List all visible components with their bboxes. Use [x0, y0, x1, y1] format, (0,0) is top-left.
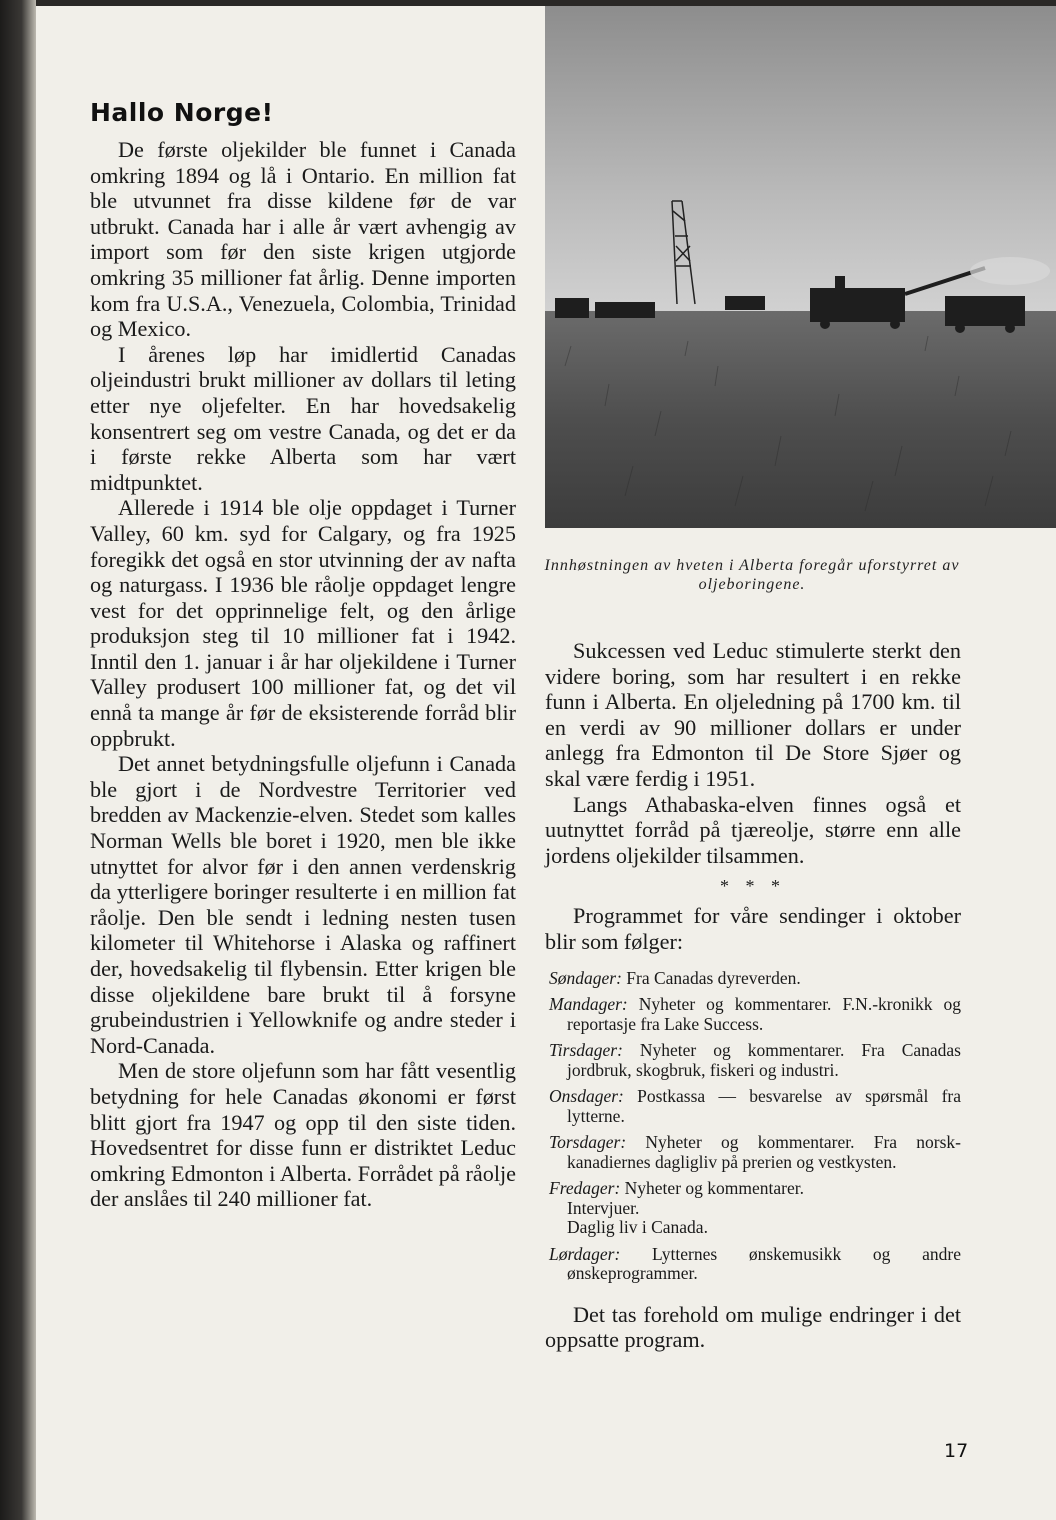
schedule-day: Tirsdager:: [549, 1040, 623, 1061]
right-column: [545, 638, 961, 1353]
schedule-item: [545, 1041, 961, 1080]
program-schedule: [545, 969, 961, 1284]
photo-caption: Innhøstningen av hveten i Alberta foregår uforstyrret av oljeboringene.: [544, 557, 960, 593]
program-intro: Programmet for våre sendinger i oktober blir som følger:: [545, 903, 961, 954]
schedule-item: [545, 1245, 961, 1284]
paragraph: I årenes løp har imidlertid Canadas oljeindustri brukt millioner av dollars til leting etter nye oljefelter. En har hovedsakelig konsentrert seg om vestre Canada, og det er da i første rekke Alberta som har vært midtpunktet.: [90, 341, 516, 495]
book-spine-edge: [0, 0, 36, 1520]
schedule-item: [545, 995, 961, 1034]
schedule-item: [545, 1179, 961, 1238]
schedule-text: Nyheter og kommentarer. F.N.-kronikk og reportasje fra Lake Success.: [567, 994, 961, 1034]
schedule-day: Mandager:: [549, 994, 628, 1015]
page: [36, 6, 1056, 1520]
schedule-day: Søndager:: [549, 967, 622, 988]
schedule-text: Nyheter og kommentarer.: [624, 1178, 804, 1199]
schedule-day: Fredager:: [549, 1178, 621, 1199]
paragraph: Allerede i 1914 ble olje oppdaget i Turner Valley, 60 km. syd for Calgary, og fra 1925 foregikk det også en stor utvinning der av nafta og naturgass. I 1936 ble råolje oppdaget lengre vest for det opprinnelige felt, og den årlige produksjon steg til 10 millioner fat i 1942. Inntil den 1. januar i år har oljekildene i Turner Valley produsert 100 millioner fat, og det vil ennå ta mange år før de eksisterende forråd blir oppbrukt.: [90, 495, 516, 751]
paragraph: Langs Athabaska-elven finnes også et uutnyttet forråd på tjæreolje, større enn alle jordens oljekilder tilsammen.: [545, 791, 961, 868]
schedule-text: Lytternes ønskemusikk og andre ønskeprogrammer.: [567, 1243, 961, 1284]
schedule-subline: Intervjuer.: [567, 1197, 640, 1218]
schedule-day: Lørdager:: [549, 1243, 621, 1264]
harvest-oil-derrick-photo: [545, 6, 1056, 528]
closing-paragraph: Det tas forehold om mulige endringer i det oppsatte program.: [545, 1301, 961, 1353]
paragraph: Det annet betydningsfulle oljefunn i Canada ble gjort i de Nordvestre Territorier ved bredden av Mackenzie-elven. Stedet som kalles Norman Wells ble boret i 1920, men ble ikke utnyttet for alvor før i den annen verdenskrig da ytterligere boringer resulterte i en million fat råolje. Den ble sendt i ledning nesten tusen kilometer til Whitehorse i Alaska og raffinert der, hovedsakelig til flybensin. Etter krigen ble disse oljekildene bare brukt til å forsyne grubeindustrien i Yellowknife og andre steder i Nord-Canada.: [90, 751, 516, 1058]
page-number: 17: [944, 1440, 969, 1462]
schedule-text: Nyheter og kommentarer. Fra Canadas jordbruk, skogbruk, fiskeri og industri.: [567, 1040, 961, 1080]
schedule-item: [545, 969, 961, 989]
paragraph: De første oljekilder ble funnet i Canada omkring 1894 og lå i Ontario. En million fat ble utvunnet fra disse kildene før de var utbrukt. Canada har i alle år vært avhengig av import som før den siste krigen utgjorde omkring 35 millioner fat årlig. Denne importen kom fra U.S.A., Venezuela, Colombia, Trinidad og Mexico.: [90, 137, 516, 342]
left-column: [90, 98, 516, 1212]
schedule-subline: Daglig liv i Canada.: [567, 1217, 708, 1238]
schedule-item: [545, 1133, 961, 1172]
paragraph: Men de store oljefunn som har fått vesentlig betydning for hele Canadas økonomi er først blitt gjort fra 1947 og opp til den siste tiden. Hovedsentret for disse funn er distriktet Leduc omkring Edmonton i Alberta. Forrådet på råolje der anslåes til 240 millioner fat.: [90, 1058, 516, 1212]
paragraph: Sukcessen ved Leduc stimulerte sterkt den videre boring, som har resultert i en rekke funn i Alberta. En oljeledning på 1700 km. til en verdi av 90 millioner dollars er under anlegg fra Edmonton til De Store Sjøer og skal være ferdig i 1951.: [545, 638, 961, 791]
section-separator: * * *: [720, 876, 786, 897]
schedule-item: [545, 1087, 961, 1126]
schedule-day: Onsdager:: [549, 1086, 624, 1107]
article-title: Hallo Norge!: [90, 98, 274, 127]
schedule-day: Torsdager:: [549, 1132, 627, 1153]
schedule-text: Fra Canadas dyreverden.: [626, 967, 801, 988]
schedule-text: Nyheter og kommentarer. Fra norsk-kanadiernes dagligliv på prerien og vestkysten.: [567, 1132, 962, 1172]
schedule-text: Postkassa — besvarelse av spørsmål fra lytterne.: [567, 1086, 961, 1126]
